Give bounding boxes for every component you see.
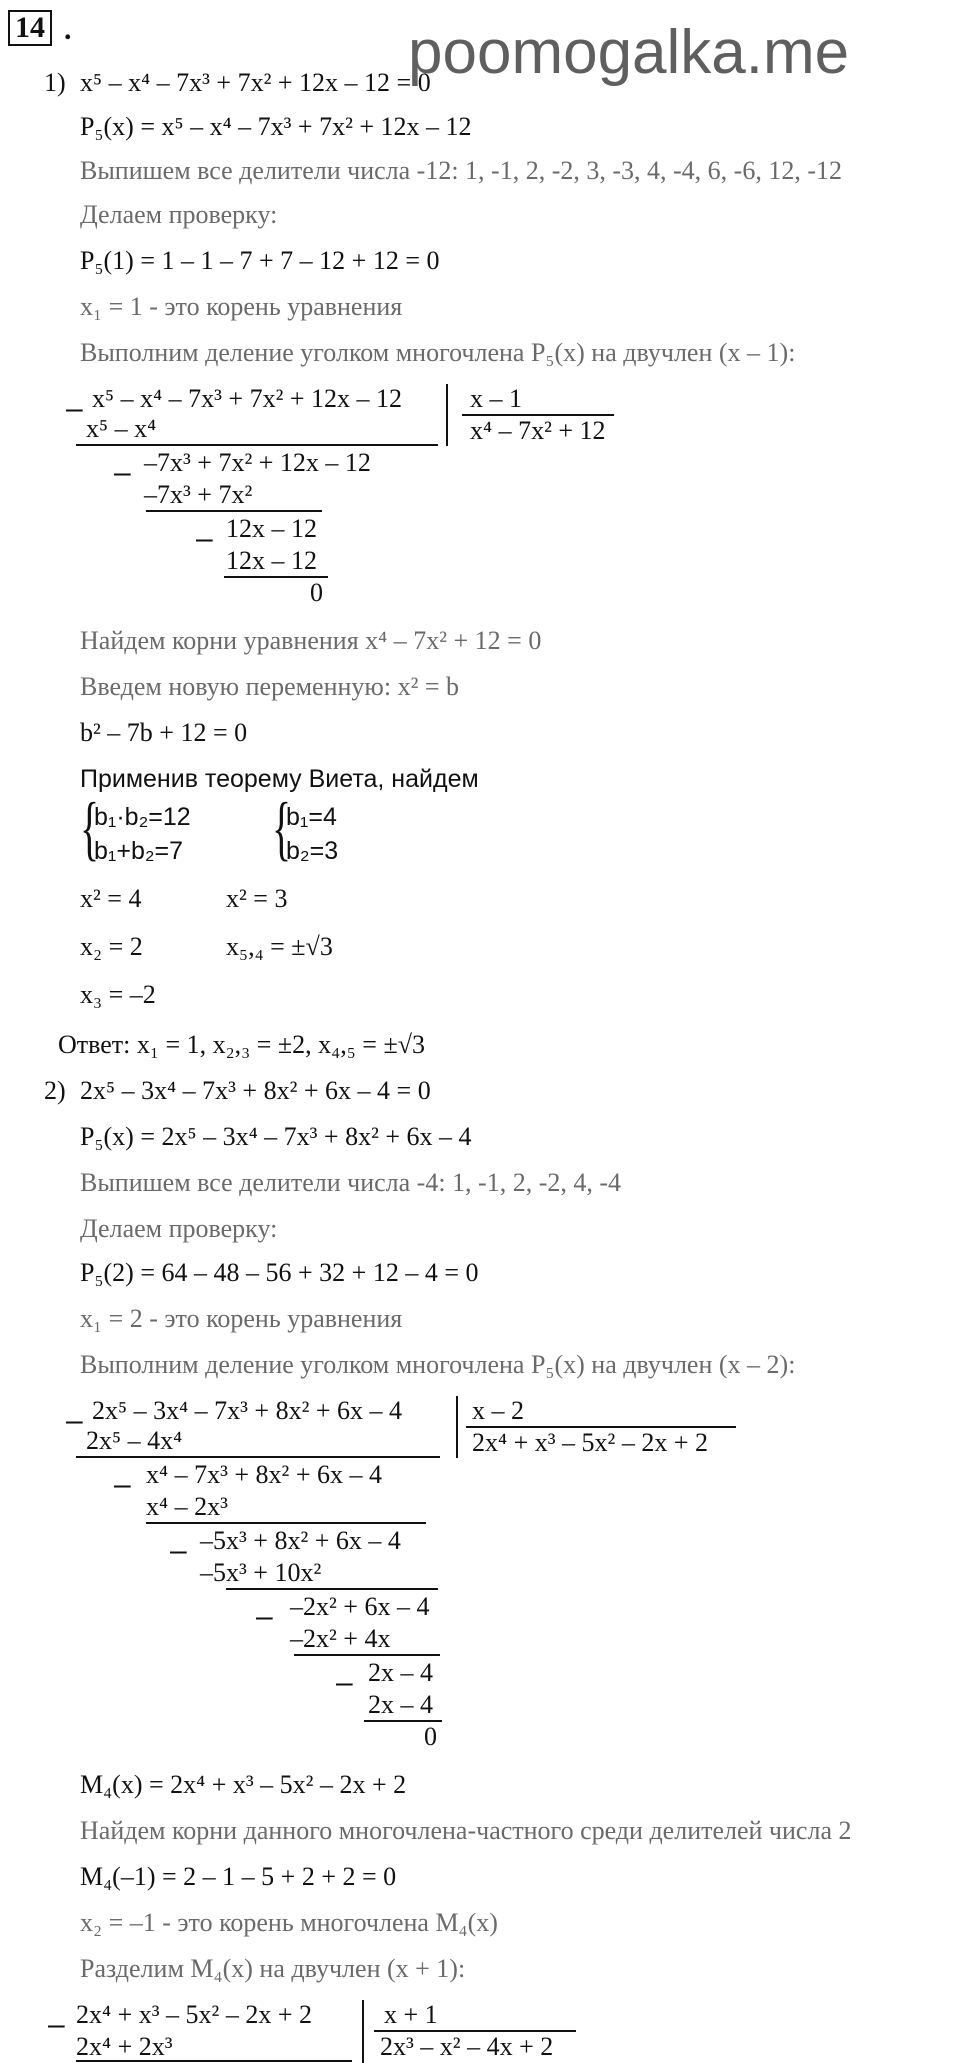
div2-minus-3: – bbox=[170, 1534, 187, 1567]
div3-minus-1: – bbox=[48, 2008, 65, 2041]
watermark: poomogalka.me bbox=[408, 18, 850, 87]
div1-minus-2: – bbox=[114, 456, 131, 489]
div2-rem-3: –2x² + 6x – 4 bbox=[290, 1592, 430, 1621]
part1-x2: x₂ = 2 bbox=[80, 932, 143, 961]
div1-vertical-bar bbox=[446, 384, 448, 446]
part1-division-intro: Выполним деление уголком многочлена P₅(x) на двучлен (x – 1): bbox=[80, 338, 796, 367]
div2-line-4 bbox=[294, 1654, 440, 1656]
div2-minus-1: – bbox=[66, 1404, 83, 1437]
part2-division-intro: Выполним деление уголком многочлена P₅(x) на двучлен (x – 2): bbox=[80, 1350, 796, 1379]
div1-sub-2: –7x³ + 7x² bbox=[144, 480, 253, 509]
div3-dividend: 2x⁴ + x³ – 5x² – 2x + 2 bbox=[76, 2000, 312, 2029]
system2-line2: b₂=3 bbox=[286, 837, 339, 865]
problem-number-dot: . bbox=[64, 13, 72, 46]
part2-label: 2) bbox=[44, 1076, 66, 1105]
part1-vieta: Применив теорему Виета, найдем bbox=[80, 765, 479, 793]
system1-line1: b₁·b₂=12 bbox=[94, 803, 191, 831]
div2-dividend: 2x⁵ – 3x⁴ – 7x³ + 8x² + 6x – 4 bbox=[92, 1396, 403, 1425]
part1-divisors: Выпишем все делители числа -12: 1, -1, 2, -2, 3, -3, 4, -4, 6, -6, 12, -12 bbox=[80, 156, 842, 185]
div1-sub-3: 12x – 12 bbox=[226, 546, 317, 575]
part1-xsq-1: x² = 4 bbox=[80, 884, 142, 913]
div2-divisor: x – 2 bbox=[472, 1396, 524, 1425]
div2-rem-4: 2x – 4 bbox=[368, 1658, 433, 1687]
div1-rem-1: –7x³ + 7x² + 12x – 12 bbox=[144, 448, 371, 477]
part2-root2: x₂ = –1 - это корень многочлена M₄(x) bbox=[80, 1908, 498, 1937]
div2-sub-1: 2x⁵ – 4x⁴ bbox=[86, 1426, 183, 1455]
div3-quotient: 2x³ – x² – 4x + 2 bbox=[380, 2032, 554, 2061]
div2-line-2 bbox=[146, 1522, 426, 1524]
div1-sub-1: x⁵ – x⁴ bbox=[86, 414, 157, 443]
div2-quotient: 2x⁴ + x³ – 5x² – 2x + 2 bbox=[472, 1428, 708, 1457]
div1-line-2 bbox=[146, 510, 322, 512]
part1-x3: x₃ = –2 bbox=[80, 980, 156, 1009]
part2-m4-def: M₄(x) = 2x⁴ + x³ – 5x² – 2x + 2 bbox=[80, 1770, 407, 1799]
system2-brace: { bbox=[272, 788, 292, 868]
part2-poly-def: P₅(x) = 2x⁵ – 3x⁴ – 7x³ + 8x² + 6x – 4 bbox=[80, 1122, 472, 1151]
div1-line-1 bbox=[76, 444, 438, 446]
div1-dividend: x⁵ – x⁴ – 7x³ + 7x² + 12x – 12 bbox=[92, 384, 403, 413]
part1-quadratic: b² – 7b + 12 = 0 bbox=[80, 718, 248, 747]
system2-line1: b₁=4 bbox=[286, 803, 337, 831]
div1-rem-3: 0 bbox=[310, 578, 323, 607]
div1-quotient: x⁴ – 7x² + 12 bbox=[470, 416, 606, 445]
part1-x54: x₅,₄ = ±√3 bbox=[226, 932, 333, 961]
div2-minus-5: – bbox=[336, 1666, 353, 1699]
system1-brace: { bbox=[80, 788, 100, 868]
div1-rem-2: 12x – 12 bbox=[226, 514, 317, 543]
div2-rem-5: 0 bbox=[424, 1722, 437, 1751]
div3-divisor: x + 1 bbox=[384, 2000, 438, 2029]
part1-check-label: Делаем проверку: bbox=[80, 200, 278, 229]
div1-minus-1: – bbox=[66, 392, 83, 425]
part1-new-var: Введем новую переменную: x² = b bbox=[80, 672, 460, 701]
div2-sub-2: x⁴ – 2x³ bbox=[146, 1492, 228, 1521]
part1-xsq-2: x² = 3 bbox=[226, 884, 288, 913]
part2-check-label: Делаем проверку: bbox=[80, 1214, 278, 1243]
part1-equation: x⁵ – x⁴ – 7x³ + 7x² + 12x – 12 = 0 bbox=[80, 68, 431, 97]
part2-find-roots: Найдем корни данного многочлена-частного среди делителей числа 2 bbox=[80, 1816, 852, 1845]
div2-minus-2: – bbox=[114, 1468, 131, 1501]
div2-sub-4: –2x² + 4x bbox=[290, 1624, 391, 1653]
part2-check-eq: P₅(2) = 64 – 48 – 56 + 32 + 12 – 4 = 0 bbox=[80, 1258, 479, 1287]
part2-divide2: Разделим M₄(x) на двучлен (x + 1): bbox=[80, 1954, 466, 1983]
part1-poly-def: P₅(x) = x⁵ – x⁴ – 7x³ + 7x² + 12x – 12 bbox=[80, 112, 472, 141]
part1-find-roots: Найдем корни уравнения x⁴ – 7x² + 12 = 0 bbox=[80, 626, 542, 655]
div2-sub-5: 2x – 4 bbox=[368, 1690, 433, 1719]
part1-check-eq: P₅(1) = 1 – 1 – 7 + 7 – 12 + 12 = 0 bbox=[80, 246, 440, 275]
part2-root: x₁ = 2 - это корень уравнения bbox=[80, 1304, 403, 1333]
div3-line-1 bbox=[76, 2060, 352, 2062]
div2-minus-4: – bbox=[256, 1600, 273, 1633]
part2-equation: 2x⁵ – 3x⁴ – 7x³ + 8x² + 6x – 4 = 0 bbox=[80, 1076, 431, 1105]
problem-number: 14 bbox=[8, 10, 52, 46]
div2-rem-1: x⁴ – 7x³ + 8x² + 6x – 4 bbox=[146, 1460, 382, 1489]
div3-vertical-bar bbox=[362, 2000, 364, 2063]
div2-sub-3: –5x³ + 10x² bbox=[200, 1558, 322, 1587]
div2-line-3 bbox=[226, 1588, 438, 1590]
div2-line-1 bbox=[76, 1456, 440, 1458]
part1-answer: Ответ: x₁ = 1, x₂,₃ = ±2, x₄,₅ = ±√3 bbox=[58, 1030, 426, 1059]
div1-divisor: x – 1 bbox=[470, 384, 522, 413]
part2-m4-check: M₄(–1) = 2 – 1 – 5 + 2 + 2 = 0 bbox=[80, 1862, 397, 1891]
system1-line2: b₁+b₂=7 bbox=[94, 837, 184, 865]
part1-root: x₁ = 1 - это корень уравнения bbox=[80, 292, 403, 321]
div2-vertical-bar bbox=[456, 1396, 458, 1458]
part1-label: 1) bbox=[44, 68, 66, 97]
div3-sub-1: 2x⁴ + 2x³ bbox=[76, 2032, 173, 2061]
div1-minus-3: – bbox=[196, 522, 213, 555]
div2-rem-2: –5x³ + 8x² + 6x – 4 bbox=[200, 1526, 401, 1555]
part2-divisors: Выпишем все делители числа -4: 1, -1, 2, -2, 4, -4 bbox=[80, 1168, 622, 1197]
